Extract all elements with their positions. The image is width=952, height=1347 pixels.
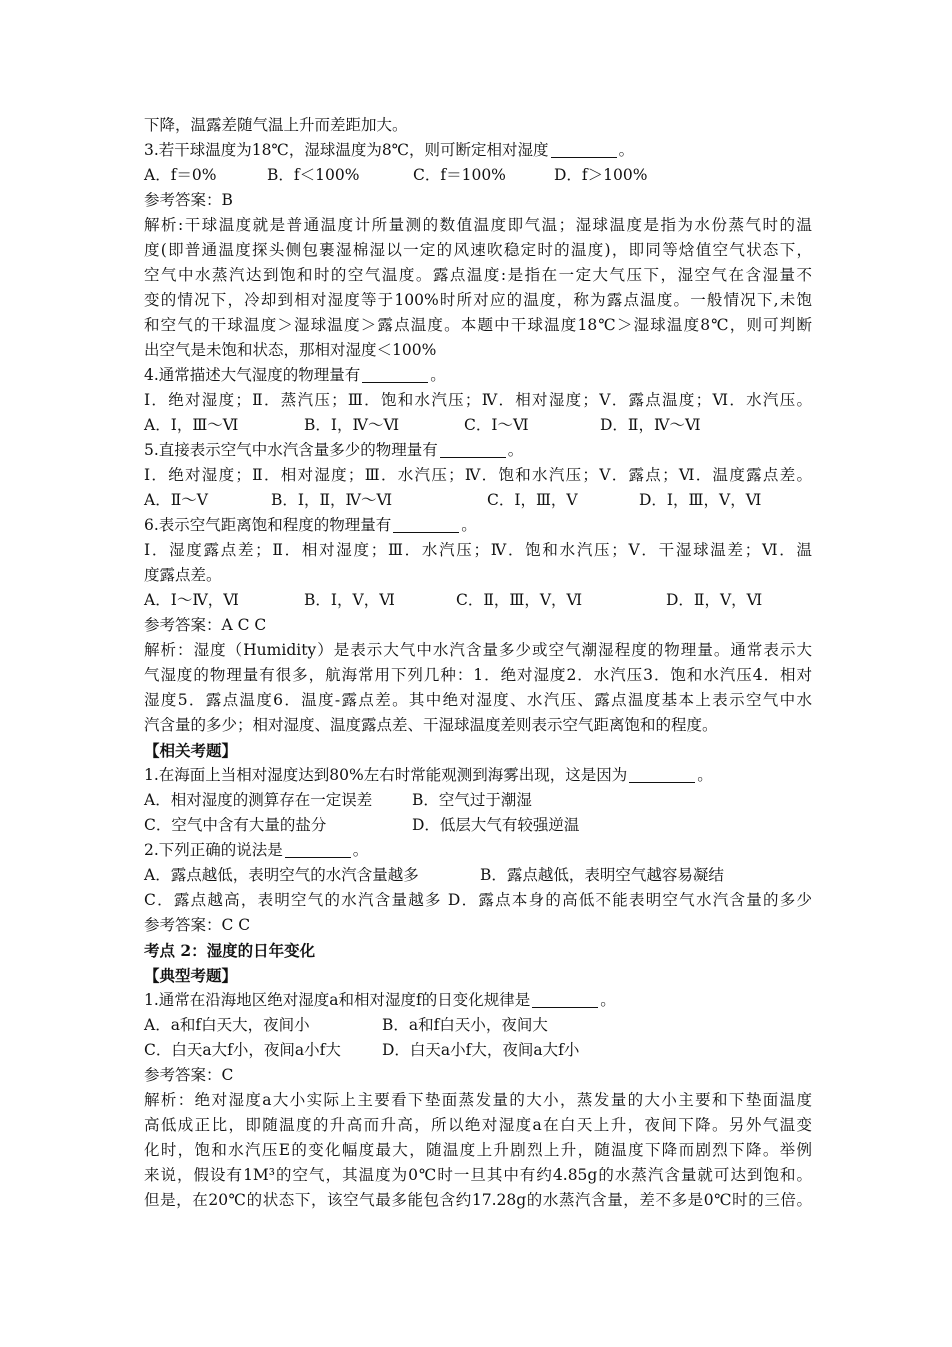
explanation-line: 度(即普通温度探头侧包裹湿棉湿以一定的风速吹稳定时的温度)，即同等焓值空气状态下， — [144, 241, 812, 259]
option-a: A．a和f白天大，夜间小 — [144, 1016, 310, 1034]
typical-question-1-options-ab — [144, 1013, 812, 1038]
option-b: B．露点越低，表明空气越容易凝结 — [480, 866, 724, 884]
question-3-options — [144, 163, 812, 188]
option-d: D．Ⅰ，Ⅲ，Ⅴ，Ⅵ — [639, 491, 762, 509]
answer-blank — [440, 440, 506, 458]
option-c: C．Ⅱ，Ⅲ，Ⅴ，Ⅵ — [456, 591, 583, 609]
reference-answer: 参考答案：C — [144, 1066, 234, 1084]
option-c: C．空气中含有大量的盐分 — [144, 816, 327, 834]
question-4-options — [144, 413, 812, 438]
section-heading-point-2: 考点 2：湿度的日年变化 — [144, 941, 316, 960]
answer-blank — [393, 515, 459, 533]
explanation-line: 解析：绝对湿度a大小实际上主要看下垫面蒸发量的大小，蒸发量的大小主要和下垫面温度 — [144, 1091, 812, 1109]
question-3 — [144, 138, 812, 163]
option-b: B．Ⅰ，Ⅳ～Ⅵ — [304, 416, 400, 434]
explanation-line: 来说，假设有1M³的空气，其温度为0℃时一旦其中有约4.85g的水蒸汽含量就可达到饱和。 — [144, 1166, 812, 1184]
section-heading-related: 【相关考题】 — [144, 741, 238, 760]
related-question-2-options-cd: C．露点越高，表明空气的水汽含量越多 D．露点本身的高低不能表明空气水汽含量的多少 — [144, 891, 812, 909]
question-4 — [144, 363, 812, 388]
option-a: A．Ⅰ～Ⅳ，Ⅵ — [144, 591, 239, 609]
related-question-2 — [144, 838, 812, 863]
question-text: 5.直接表示空气中水汽含量多少的物理量有 — [144, 441, 438, 459]
question-5-options — [144, 488, 812, 513]
typical-question-1-options-cd — [144, 1038, 812, 1063]
related-question-1-options-cd — [144, 813, 812, 838]
related-question-2-options-ab — [144, 863, 812, 888]
question-6-items: Ⅰ．湿度露点差；Ⅱ．相对湿度；Ⅲ．水汽压；Ⅳ．饱和水汽压；Ⅴ．干湿球温差；Ⅵ．温 — [144, 541, 812, 559]
explanation-line: 气湿度的物理量有很多，航海常用下列几种：1．绝对湿度2．水汽压3．饱和水汽压4．相对 — [144, 666, 812, 684]
option-b: B．f＜100% — [267, 166, 360, 184]
explanation-line: 但是，在20℃的状态下，该空气最多能包含约17.28g的水蒸汽含量，差不多是0℃时的三倍。 — [144, 1191, 812, 1209]
question-text: 4.通常描述大气湿度的物理量有 — [144, 366, 361, 384]
option-c: C．Ⅰ～Ⅵ — [464, 416, 529, 434]
option-b: B．空气过于潮湿 — [412, 791, 532, 809]
question-6-options — [144, 588, 812, 613]
option-c: C．白天a大f小，夜间a小f大 — [144, 1041, 341, 1059]
explanation-line: 湿度5．露点温度6．温度-露点差。其中绝对湿度、水汽压、露点温度基本上表示空气中水 — [144, 691, 812, 709]
explanation-line: 高低成正比，即随温度的升高而升高，所以绝对湿度a在白天上升，夜间下降。另外气温变 — [144, 1116, 812, 1134]
question-text: 2.下列正确的说法是 — [144, 841, 283, 859]
punct: 。 — [430, 366, 446, 384]
option-b: B．Ⅰ，Ⅱ，Ⅳ～Ⅵ — [271, 491, 393, 509]
option-c: C．Ⅰ，Ⅲ，Ⅴ — [487, 491, 578, 509]
reference-answer: 参考答案：A C C — [144, 616, 267, 634]
question-text: 6.表示空气距离饱和程度的物理量有 — [144, 516, 392, 534]
punct: 。 — [352, 841, 369, 859]
question-text: 1.在海面上当相对湿度达到80%左右时常能观测到海雾出现，这是因为 — [144, 766, 628, 784]
option-a: A．Ⅰ，Ⅲ～Ⅵ — [144, 416, 239, 434]
answer-blank — [551, 140, 617, 158]
option-a: A．露点越低，表明空气的水汽含量越多 — [144, 866, 419, 884]
option-d: D．f＞100% — [554, 166, 648, 184]
option-d: D．Ⅱ，Ⅳ～Ⅵ — [600, 416, 701, 434]
answer-blank — [362, 365, 428, 383]
typical-question-1 — [144, 988, 812, 1013]
option-b: B．Ⅰ，Ⅴ，Ⅵ — [304, 591, 395, 609]
answer-blank — [285, 840, 351, 858]
option-a: A．Ⅱ～Ⅴ — [144, 491, 208, 509]
punct: 。 — [618, 141, 635, 159]
explanation-line: 出空气是未饱和状态，那相对湿度＜100% — [144, 341, 437, 359]
question-6 — [144, 513, 812, 538]
reference-answer: 参考答案：B — [144, 191, 233, 209]
option-a: A．f＝0% — [144, 166, 217, 184]
question-4-items: Ⅰ．绝对湿度；Ⅱ．蒸汽压；Ⅲ．饱和水汽压；Ⅳ．相对湿度；Ⅴ．露点温度；Ⅵ．水汽压。 — [144, 391, 812, 409]
question-5 — [144, 438, 812, 463]
punct: 。 — [600, 991, 616, 1009]
option-b: B．a和f白天小，夜间大 — [382, 1016, 548, 1034]
explanation-line: 汽含量的多少；相对湿度、温度露点差、干湿球温度差则表示空气距离饱和的程度。 — [144, 716, 718, 734]
option-d: D．Ⅱ，Ⅴ，Ⅵ — [666, 591, 763, 609]
section-heading-typical: 【典型考题】 — [144, 966, 238, 985]
explanation-line: 解析：湿度（Humidity）是表示大气中水汽含量多少或空气潮湿程度的物理量。通常表示大 — [144, 641, 812, 659]
explanation-line: 解析:干球温度就是普通温度计所量测的数值温度即气温；湿球温度是指为水份蒸气时的温 — [144, 216, 812, 234]
explanation-line: 变的情况下，冷却到相对湿度等于100%时所对应的温度，称为露点温度。一般情况下,未饱 — [144, 291, 812, 309]
question-6-items-cont: 度露点差。 — [144, 566, 222, 584]
answer-blank — [629, 765, 695, 783]
option-d: D．低层大气有较强逆温 — [412, 816, 580, 834]
punct: 。 — [507, 441, 524, 459]
page-content — [144, 113, 812, 1213]
question-5-items: Ⅰ．绝对湿度；Ⅱ．相对湿度；Ⅲ．水汽压；Ⅳ．饱和水汽压；Ⅴ．露点；Ⅵ．温度露点差。 — [144, 466, 812, 484]
text-line: 下降，温露差随气温上升而差距加大。 — [144, 116, 408, 134]
option-d: D．白天a小f大，夜间a大f小 — [382, 1041, 580, 1059]
question-text: 3.若干球温度为18℃，湿球温度为8℃，则可断定相对湿度 — [144, 141, 549, 159]
related-question-1-options-ab — [144, 788, 812, 813]
answer-blank — [532, 990, 598, 1008]
option-a: A．相对湿度的测算存在一定误差 — [144, 791, 373, 809]
explanation-line: 化时，饱和水汽压E的变化幅度最大，随温度上升剧烈上升，随温度下降而剧烈下降。举例 — [144, 1141, 812, 1159]
punct: 。 — [697, 766, 713, 784]
related-question-1 — [144, 763, 812, 788]
question-text: 1.通常在沿海地区绝对湿度a和相对湿度f的日变化规律是 — [144, 991, 531, 1009]
option-c: C．f＝100% — [413, 166, 506, 184]
punct: 。 — [461, 516, 477, 534]
reference-answer: 参考答案：C C — [144, 916, 251, 934]
explanation-line: 空气中水蒸汽达到饱和时的空气温度。露点温度:是指在一定大气压下，湿空气在含湿量不 — [144, 266, 812, 284]
explanation-line: 和空气的干球温度＞湿球温度＞露点温度。本题中干球温度18℃＞湿球温度8℃，则可判断 — [144, 316, 812, 334]
